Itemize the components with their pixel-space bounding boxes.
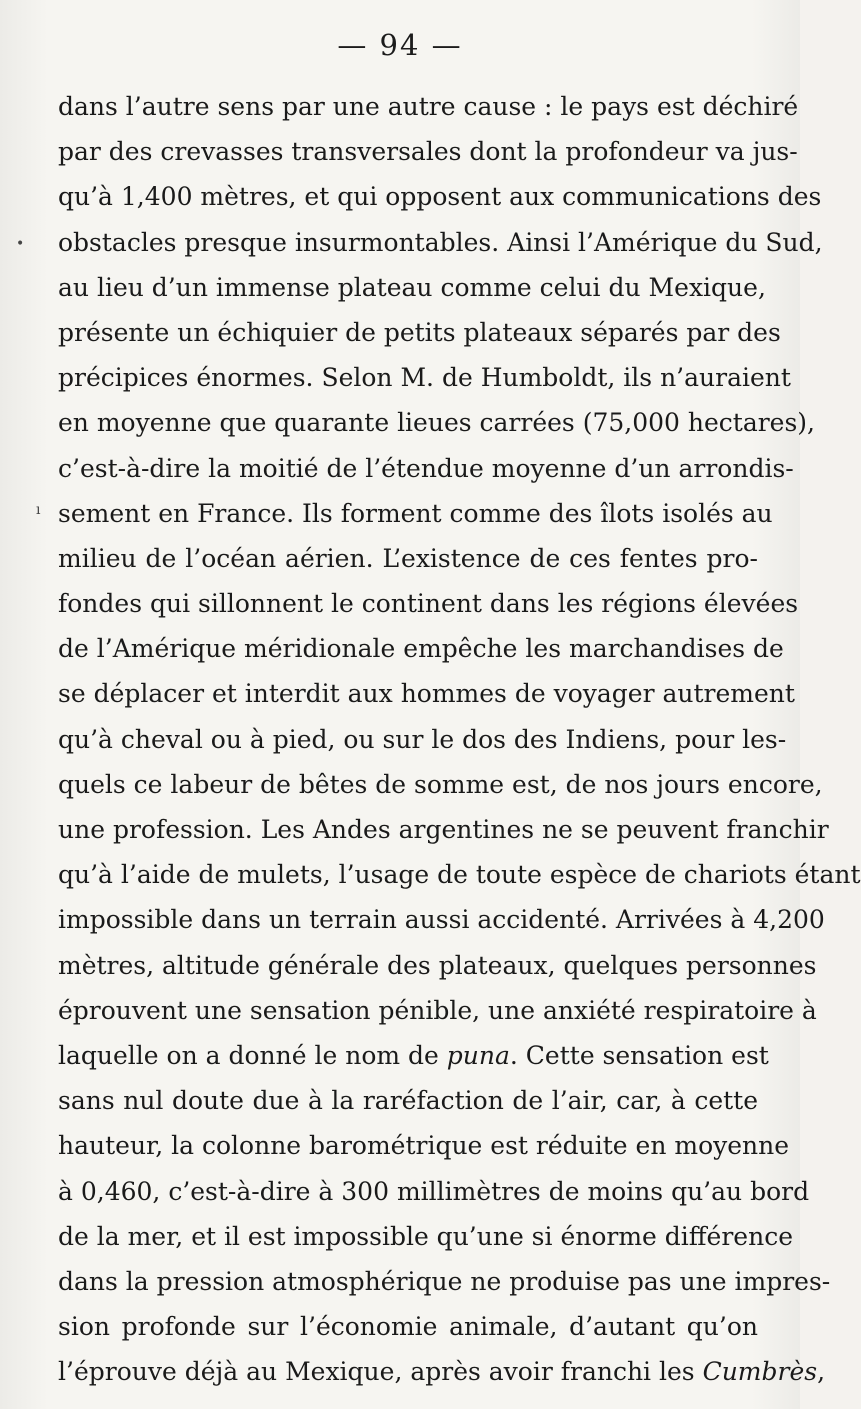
text-line: laquelle on a donné le nom de puna. Cette sensation est [58, 1040, 769, 1070]
margin-tick: ı [36, 502, 41, 518]
text-line: de l’Amérique méridionale empêche les marchandises de [58, 634, 784, 664]
text-line: fondes qui sillonnent le continent dans les régions élevées [58, 589, 799, 619]
text-line: de la mer, et il est impossible qu’une si énorme différence [58, 1221, 793, 1251]
text-line: sion profonde sur l’économie animale, d’autant qu’on [58, 1312, 758, 1342]
text-line: précipices énormes. Selon M. de Humboldt, ils n’auraient [58, 363, 791, 393]
text-line: quels ce labeur de bêtes de somme est, de nos jours encore, [58, 769, 823, 799]
text-line: à 0,460, c’est-à-dire à 300 millimètres de moins qu’au bord [58, 1176, 810, 1206]
text-line: qu’à 1,400 mètres, et qui opposent aux communications des [58, 182, 822, 212]
text-line: qu’à l’aide de mulets, l’usage de toute espèce de chariots étant [58, 860, 861, 890]
text-line: impossible dans un terrain aussi accidenté. Arrivées à 4,200 [58, 905, 825, 935]
text-line: dans l’autre sens par une autre cause : le pays est déchiré [58, 92, 799, 121]
body-text [58, 84, 861, 1394]
text-line: présente un échiquier de petits plateaux séparés par des [58, 317, 781, 347]
text-line: l’éprouve déjà au Mexique, après avoir franchi les Cumbrès, [58, 1357, 826, 1387]
text-line: en moyenne que quarante lieues carrées (75,000 hectares), [58, 408, 815, 438]
text-line: éprouvent une sensation pénible, une anxiété respiratoire à [58, 995, 817, 1025]
text-line: qu’à cheval ou à pied, ou sur le dos des Indiens, pour les- [58, 724, 787, 754]
text-line: dans la pression atmosphérique ne produise pas une impres- [58, 1266, 831, 1296]
page-number: — 94 — [337, 28, 463, 62]
text-line: hauteur, la colonne barométrique est réduite en moyenne [58, 1131, 790, 1161]
text-line: sans nul doute due à la raréfaction de l’air, car, à cette [58, 1086, 758, 1116]
margin-dot: • [16, 236, 25, 252]
text-line: c’est-à-dire la moitié de l’étendue moyenne d’un arrondis- [58, 453, 794, 483]
text-line: une profession. Les Andes argentines ne se peuvent franchir [58, 815, 829, 844]
text-line: mètres, altitude générale des plateaux, quelques personnes [58, 950, 817, 980]
text-line: sement en France. Ils forment comme des îlots isolés au [58, 498, 773, 528]
text-line: obstacles presque insurmontables. Ainsi l’Amérique du Sud, [58, 227, 823, 257]
text-line: par des crevasses transversales dont la profondeur va jus- [58, 137, 798, 167]
text-line: au lieu d’un immense plateau comme celui du Mexique, [58, 272, 766, 302]
text-line: se déplacer et interdit aux hommes de voyager autrement [58, 679, 795, 709]
text-line: milieu de l’océan aérien. L’existence de ces fentes pro- [58, 543, 758, 573]
